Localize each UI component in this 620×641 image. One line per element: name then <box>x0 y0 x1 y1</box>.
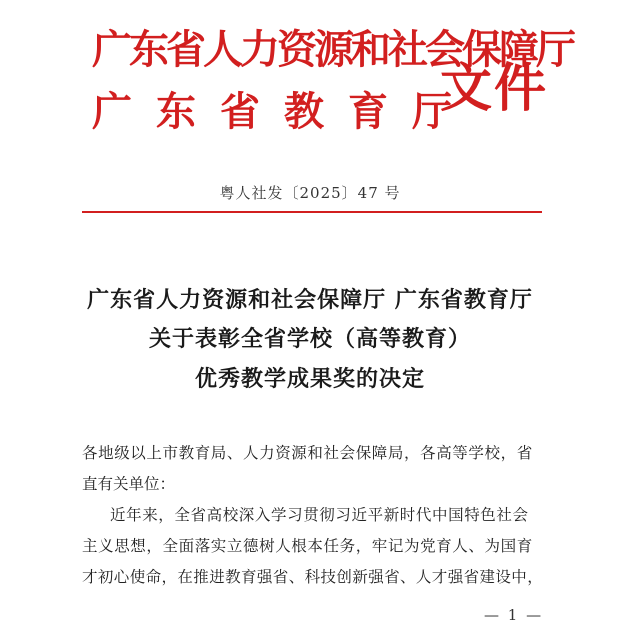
document-title-line-1: 广东省人力资源和社会保障厅 广东省教育厅 <box>87 287 533 313</box>
document-title-line-3: 优秀教学成果奖的决定 <box>194 366 425 392</box>
issuer-name-hrss: 广东省人力资源和社会保障厅 <box>92 26 573 73</box>
document-number: 粤人社发〔2025〕47 号 <box>219 184 401 202</box>
body-text-line: 主义思想，全面落实立德树人根本任务，牢记为党育人、为国育 <box>82 537 533 555</box>
red-divider-line <box>82 211 542 213</box>
issuer-name-education: 广东省教育厅 <box>92 88 476 135</box>
page-number: — 1 — <box>484 606 544 624</box>
body-text-line: 近年来，全省高校深入学习贯彻习近平新时代中国特色社会 <box>110 506 529 524</box>
document-title-line-2: 关于表彰全省学校（高等教育） <box>148 326 471 352</box>
body-text-line: 直有关单位： <box>82 475 176 493</box>
document-word: 文件 <box>440 58 549 119</box>
body-text-line: 各地级以上市教育局、人力资源和社会保障局，各高等学校，省 <box>82 444 533 462</box>
body-text-line: 才初心使命，在推进教育强省、科技创新强省、人才强省建设中， <box>82 568 544 586</box>
